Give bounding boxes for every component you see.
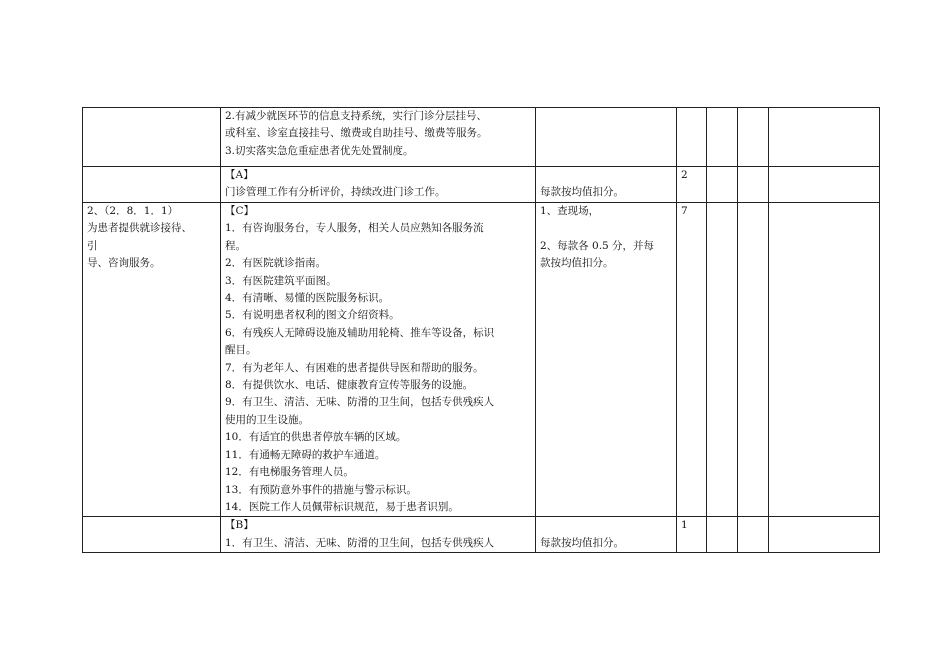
score-cell (677, 203, 707, 517)
standard-cell-line: 12．有电梯服务管理人员。 (225, 466, 354, 479)
method-cell-line (540, 220, 672, 237)
table-row (83, 517, 880, 553)
standard-cell (221, 517, 536, 553)
item-cell (83, 167, 221, 203)
blank-cell-1 (707, 108, 738, 167)
standard-cell-line: 5．有说明患者权利的图文介绍资料。 (225, 309, 400, 322)
standard-cell-line: 程。 (225, 239, 246, 252)
blank-cell-1 (707, 167, 738, 203)
score-cell (677, 108, 707, 167)
table-row (83, 108, 880, 167)
method-cell-line: 每款按均值扣分。 (540, 186, 624, 199)
standard-cell-line: 【A】 (225, 169, 254, 181)
item-cell-line: 导、咨询服务。 (87, 257, 161, 270)
remarks-cell (769, 517, 880, 553)
score-cell-line: 7 (681, 205, 688, 217)
method-cell-line: 款按均值扣分。 (540, 257, 614, 270)
standard-cell-line: 3.切实落实急危重症患者优先处置制度。 (225, 144, 414, 157)
standard-cell-line: 6．有残疾人无障碍设施及辅助用轮椅、推车等设备，标识 (225, 326, 495, 339)
remarks-cell (769, 108, 880, 167)
table-body (83, 108, 880, 553)
standard-cell-line: 8．有提供饮水、电话、健康教育宣传等服务的设施。 (225, 379, 474, 392)
standard-cell-line: 醒目。 (225, 344, 257, 357)
standard-cell-line: 3．有医院建筑平面图。 (225, 274, 337, 287)
remarks-cell (769, 203, 880, 517)
standard-cell-line: 使用的卫生设施。 (225, 413, 309, 426)
method-cell (536, 108, 677, 167)
remarks-cell (769, 167, 880, 203)
method-cell-line (540, 167, 672, 184)
blank-cell-2 (738, 167, 769, 203)
standard-cell-line: 9．有卫生、清洁、无味、防滑的卫生间，包括专供残疾人 (225, 396, 495, 409)
standard-cell-line: 【B】 (225, 519, 254, 532)
standard-cell-line: 10．有适宜的供患者停放车辆的区域。 (225, 431, 407, 444)
standard-cell-line: 1．有咨询服务台，专人服务，相关人员应熟知各服务流 (225, 222, 484, 235)
item-cell-line: 为患者提供就诊接待、 (87, 222, 192, 235)
score-cell (677, 167, 707, 203)
standard-cell-line: 7．有为老年人、有困难的患者提供导医和帮助的服务。 (225, 361, 484, 374)
table-row (83, 167, 880, 203)
standard-cell-line: 13．有预防意外事件的措施与警示标识。 (225, 483, 417, 496)
blank-cell-1 (707, 203, 738, 517)
method-cell (536, 203, 677, 517)
score-cell-line: 1 (681, 519, 688, 532)
standard-cell-line: 11．有通畅无障碍的救护车通道。 (225, 448, 386, 461)
method-cell-line: 1、查现场， (540, 205, 600, 217)
blank-cell-1 (707, 517, 738, 553)
item-cell-line: 引 (87, 239, 98, 252)
blank-cell-2 (738, 108, 769, 167)
blank-cell-2 (738, 203, 769, 517)
standard-cell (221, 203, 536, 517)
standard-cell-line: 4．有清晰、易懂的医院服务标识。 (225, 292, 390, 305)
standard-cell-line: 14．医院工作人员佩带标识规范，易于患者识别。 (225, 500, 459, 513)
standard-cell-line: 或科室、诊室直接挂号、缴费或自助挂号、缴费等服务。 (225, 127, 488, 140)
standard-cell-line: 门诊管理工作有分析评价，持续改进门诊工作。 (225, 186, 446, 199)
method-cell-line (540, 517, 672, 534)
standard-cell-line: 2．有医院就诊指南。 (225, 257, 327, 270)
blank-cell-2 (738, 517, 769, 553)
standard-cell-line: 1．有卫生、清洁、无味、防滑的卫生间，包括专供残疾人 (225, 536, 495, 549)
method-cell (536, 167, 677, 203)
evaluation-table (82, 107, 880, 553)
item-cell (83, 203, 221, 517)
score-cell-line: 2 (681, 169, 688, 181)
standard-cell-line: 【C】 (225, 205, 255, 217)
standard-cell-line: 2.有减少就医环节的信息支持系统，实行门诊分层挂号、 (225, 110, 488, 122)
item-cell (83, 108, 221, 167)
score-cell (677, 517, 707, 553)
item-cell (83, 517, 221, 553)
item-cell-line: 2、（2．8．1．1） (87, 205, 179, 217)
method-cell (536, 517, 677, 553)
table-row (83, 203, 880, 517)
method-cell-line: 2、每款各 0.5 分，并每 (540, 239, 655, 252)
method-cell-line: 每款按均值扣分。 (540, 536, 624, 549)
standard-cell (221, 167, 536, 203)
standard-cell (221, 108, 536, 167)
